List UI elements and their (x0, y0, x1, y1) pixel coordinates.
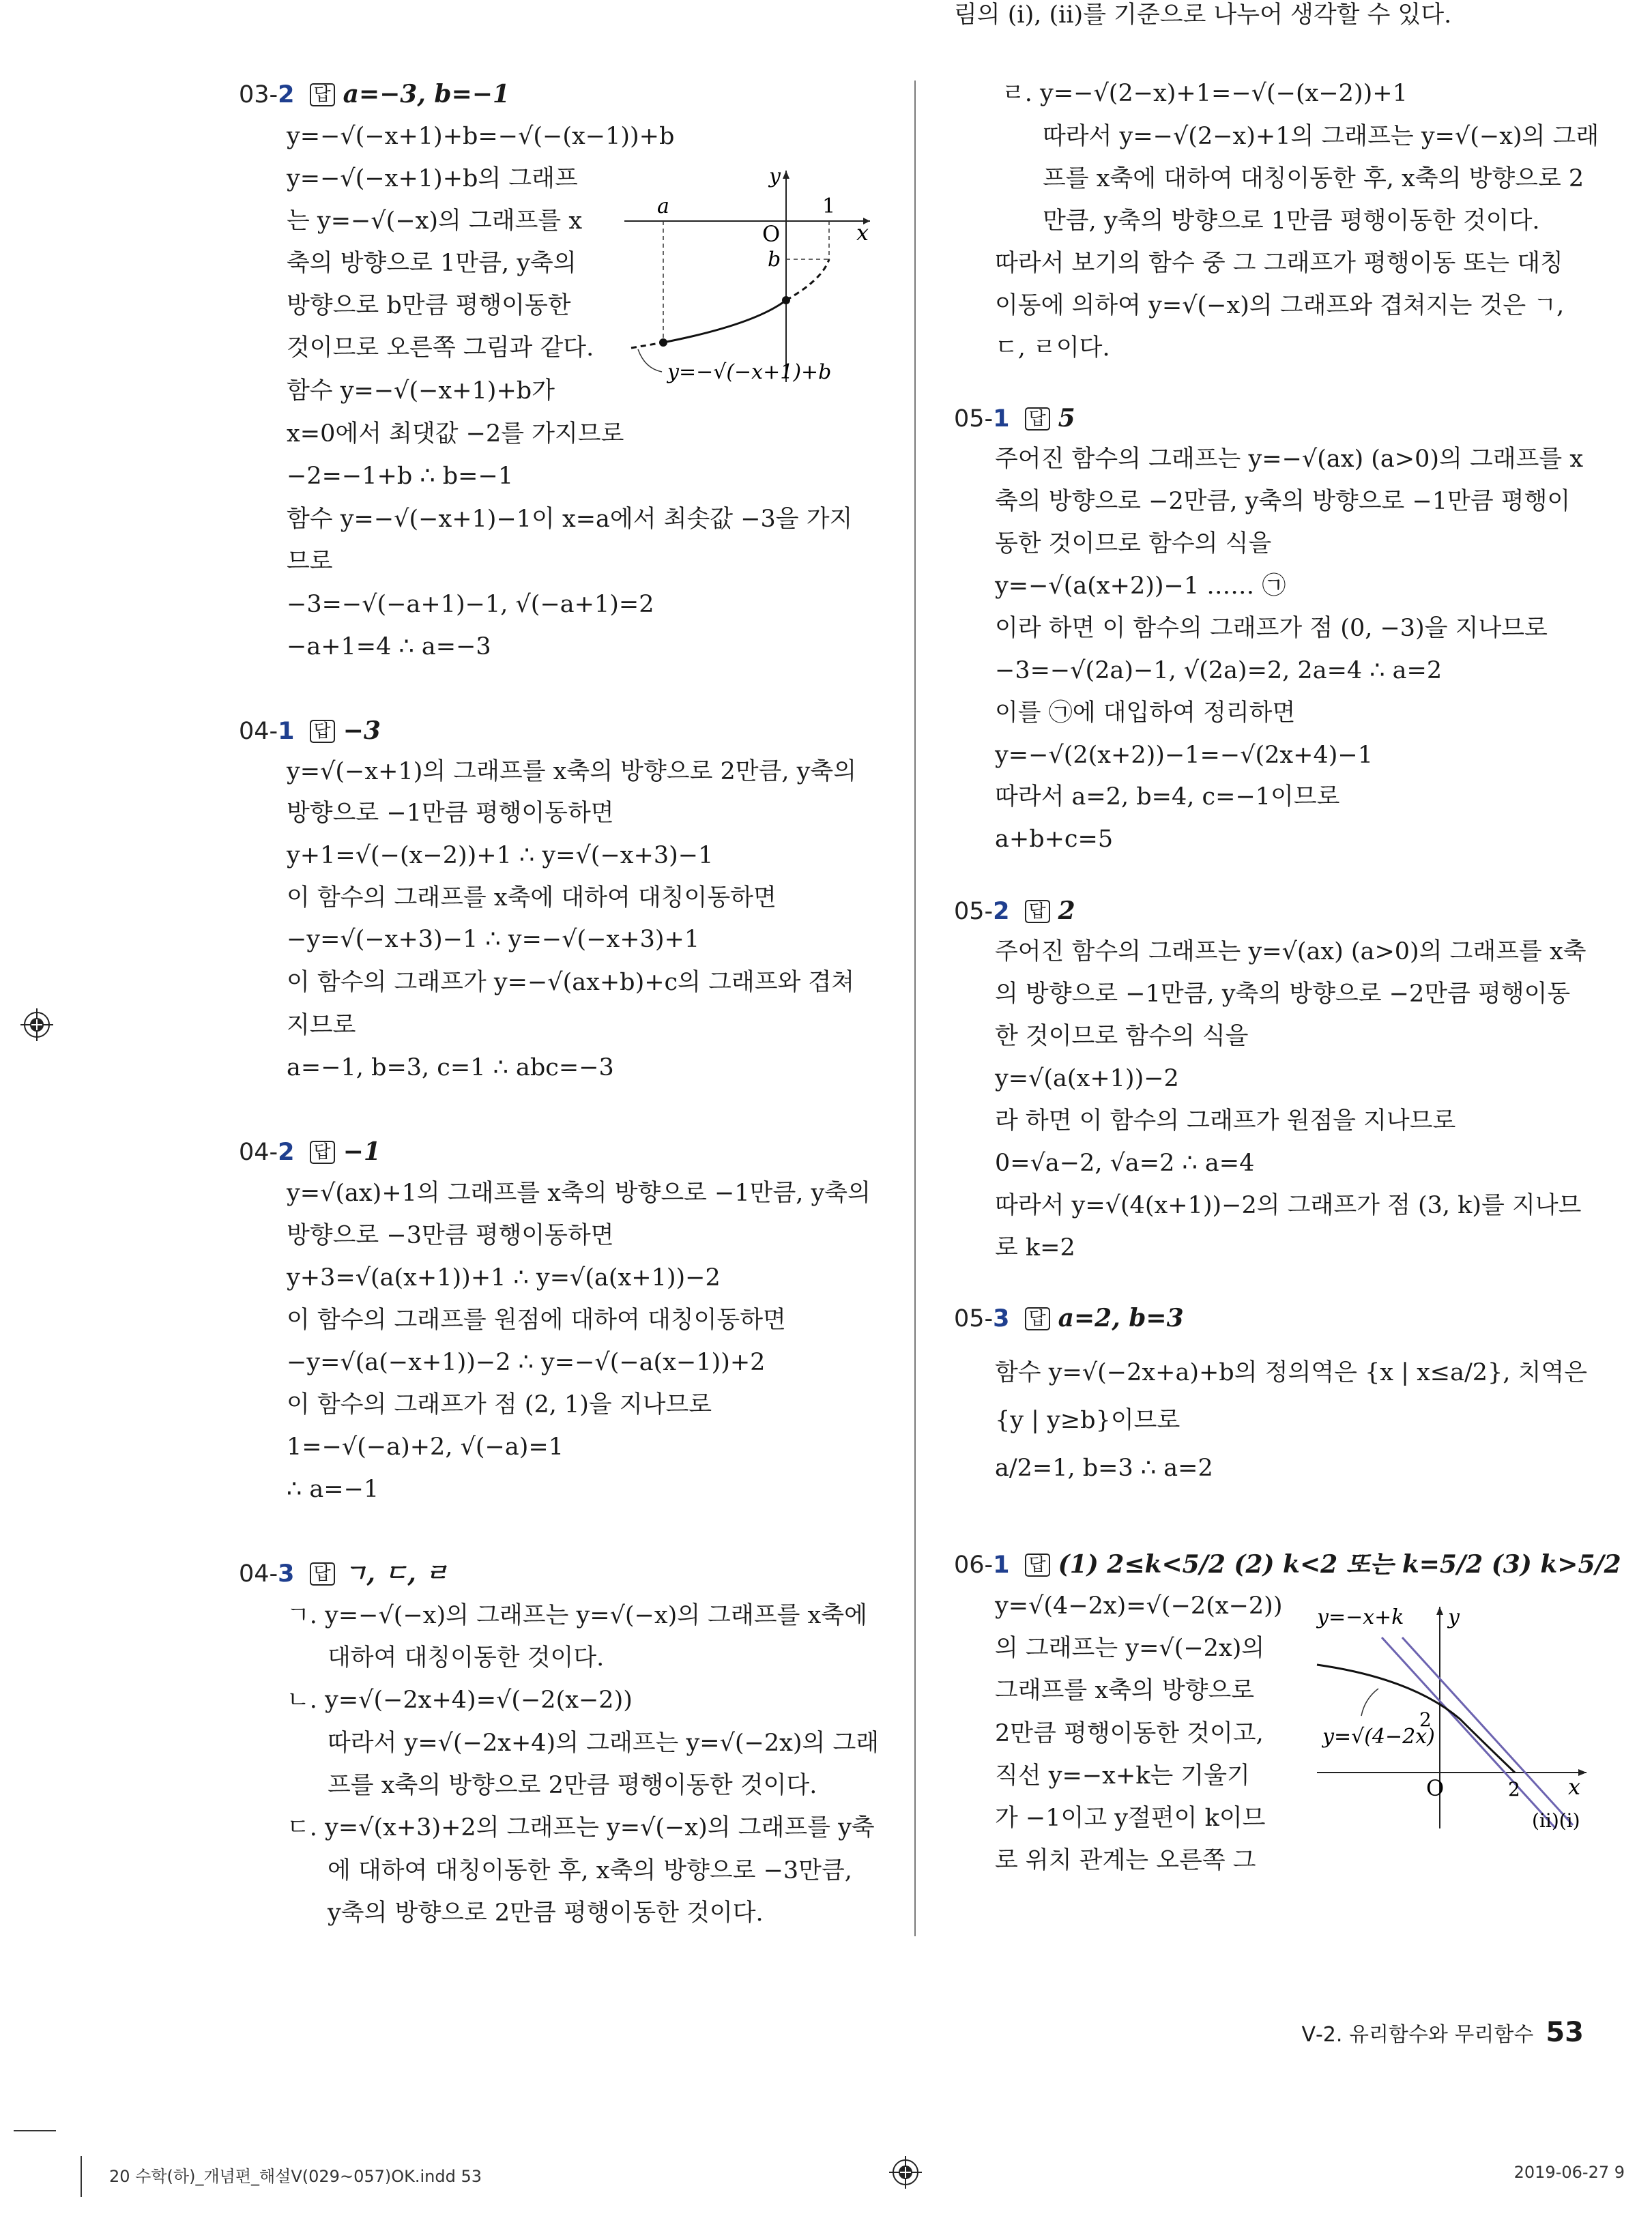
solution-line: 그래프를 x축의 방향으로 (995, 1677, 1255, 1704)
solution-line: 방향으로 −3만큼 평행이동하면 (287, 1222, 614, 1249)
solution-line: −2=−1+b ∴ b=−1 (287, 463, 514, 490)
solution-line: 가 −1이고 y절편이 k이므 (995, 1805, 1266, 1832)
solution-line: 방향으로 b만큼 평행이동한 (287, 292, 571, 319)
solution-line: 축의 방향으로 1만큼, y축의 (287, 250, 577, 277)
solution-line: 지므로 (287, 1012, 356, 1039)
solution-line: 는 y=−√(−x)의 그래프를 x (287, 207, 583, 235)
solution-line: 만큼, y축의 방향으로 1만큼 평행이동한 것이다. (1043, 207, 1540, 235)
solution-line: 이를 ㉠에 대입하여 정리하면 (995, 699, 1296, 727)
solution-line: 프를 x축의 방향으로 2만큼 평행이동한 것이다. (328, 1772, 817, 1799)
solution-line: 의 방향으로 −1만큼, y축의 방향으로 −2만큼 평행이동 (995, 980, 1571, 1008)
problem-heading (239, 1136, 381, 1168)
answer-label-badge: 답 (310, 1141, 335, 1164)
solution-line: 것이므로 오른쪽 그림과 같다. (287, 334, 594, 362)
solution-line: ㄴ. y=√(−2x+4)=√(−2(x−2)) (287, 1687, 633, 1714)
problem-heading (954, 403, 1075, 435)
crop-mark (81, 2156, 82, 2197)
answer-value: −3 (343, 716, 381, 745)
solution-line: 주어진 함수의 그래프는 y=−√(ax) (a>0)의 그래프를 x (995, 446, 1584, 473)
answer-label-badge: 답 (1025, 1554, 1050, 1577)
solution-line: 이 함수의 그래프가 점 (2, 1)을 지나므로 (287, 1391, 712, 1418)
solution-line: 로 k=2 (995, 1234, 1075, 1262)
print-slug-date: 2019-06-27 9 (1513, 2163, 1625, 2182)
solution-line: 방향으로 −1만큼 평행이동하면 (287, 800, 614, 827)
answer-label-badge: 답 (1025, 1307, 1050, 1330)
solution-line: 따라서 a=2, b=4, c=−1이므로 (995, 783, 1340, 811)
solution-line: 함수 y=√(−2x+a)+b의 정의역은 {x | x≤a/2}, 치역은 (995, 1359, 1588, 1386)
problem-number: 04-1 (239, 718, 295, 745)
problem-number: 06-1 (954, 1551, 1010, 1579)
solution-line: 라 하면 이 함수의 그래프가 원점을 지나므로 (995, 1107, 1456, 1135)
problem-number: 05-1 (954, 405, 1010, 433)
solution-line: 이동에 의하여 y=√(−x)의 그래프와 겹쳐지는 것은 ㄱ, (995, 292, 1565, 319)
figure1-origin-label: O (762, 221, 781, 247)
solution-line: y=√(a(x+1))−2 (995, 1065, 1179, 1092)
problem-heading (239, 715, 381, 747)
solution-line: 한 것이므로 함수의 식을 (995, 1023, 1249, 1050)
solution-line: y축의 방향으로 2만큼 평행이동한 것이다. (328, 1899, 764, 1927)
solution-line: ㄷ. y=√(x+3)+2의 그래프는 y=√(−x)의 그래프를 y축 (287, 1814, 875, 1841)
solution-line: ㄷ, ㄹ이다. (995, 334, 1110, 362)
figure-06-1-graph (1310, 1597, 1597, 1842)
solution-line: a+b+c=5 (995, 826, 1114, 853)
answer-value: ㄱ, ㄷ, ㄹ (343, 1559, 449, 1588)
problem-heading (239, 1558, 448, 1590)
solution-line: ㄹ. y=−√(2−x)+1=−√(−(x−2))+1 (1002, 80, 1408, 107)
print-slug-file: 20 수학(하)_개념편_해설Ⅴ(029~057)OK.indd 53 (109, 2167, 482, 2186)
solution-line: y=−√(−x+1)+b의 그래프 (287, 165, 578, 192)
answer-label-badge: 답 (1025, 407, 1050, 431)
solution-line: y=−√(2(x+2))−1=−√(2x+4)−1 (995, 742, 1374, 769)
figure1-y-label: y (769, 164, 781, 188)
solution-line: −3=−√(−a+1)−1, √(−a+1)=2 (287, 591, 654, 618)
answer-value: 5 (1058, 404, 1075, 433)
figure2-x-two-label: 2 (1508, 1778, 1520, 1800)
solution-line: y=√(−x+1)의 그래프를 x축의 방향으로 2만큼, y축의 (287, 758, 857, 785)
answer-label-badge: 답 (310, 1562, 335, 1586)
footer-section: Ⅴ-2. 유리함수와 무리함수 (1301, 2023, 1534, 2047)
answer-value: (1) 2≤k<5/2 (2) k<2 또는 k=5/2 (3) k>5/2 (1058, 1550, 1621, 1579)
solution-line: 대하여 대칭이동한 것이다. (328, 1644, 605, 1672)
figure2-y-label: y (1448, 1605, 1460, 1629)
solution-line: 이 함수의 그래프가 y=−√(ax+b)+c의 그래프와 겹쳐 (287, 969, 855, 996)
figure2-x-label: x (1568, 1774, 1581, 1800)
problem-heading (954, 895, 1075, 927)
answer-label-badge: 답 (310, 720, 335, 743)
figure2-origin-label: O (1426, 1775, 1445, 1801)
figure-03-2-graph (618, 164, 877, 396)
solution-line: ∴ a=−1 (287, 1476, 379, 1503)
solution-line: y+3=√(a(x+1))+1 ∴ y=√(a(x+1))−2 (287, 1264, 721, 1292)
solution-line: 주어진 함수의 그래프는 y=√(ax) (a>0)의 그래프를 x축 (995, 938, 1586, 965)
solution-line: y+1=√(−(x−2))+1 ∴ y=√(−x+3)−1 (287, 842, 714, 869)
solution-line: 축의 방향으로 −2만큼, y축의 방향으로 −1만큼 평행이 (995, 488, 1571, 515)
figure1-one-label: 1 (822, 194, 836, 218)
solution-line: 동한 것이므로 함수의 식을 (995, 530, 1272, 557)
solution-line: y=−√(−x+1)+b=−√(−(x−1))+b (287, 123, 675, 150)
solution-line: −3=−√(2a)−1, √(2a)=2, 2a=4 ∴ a=2 (995, 657, 1443, 684)
problem-number: 05-3 (954, 1305, 1010, 1332)
answer-value: a=2, b=3 (1058, 1304, 1184, 1332)
solution-line: 따라서 y=√(−2x+4)의 그래프는 y=√(−2x)의 그래 (328, 1730, 880, 1757)
problem-heading (954, 1549, 1621, 1581)
solution-line: y=√(ax)+1의 그래프를 x축의 방향으로 −1만큼, y축의 (287, 1180, 871, 1207)
answer-value: 2 (1058, 896, 1075, 925)
solution-line: y=√(4−2x)=√(−2(x−2)) (995, 1592, 1283, 1620)
solution-line: 함수 y=−√(−x+1)+b가 (287, 377, 555, 405)
answer-label-badge: 답 (310, 83, 335, 106)
solution-line: 0=√a−2, √a=2 ∴ a=4 (995, 1150, 1255, 1177)
solution-line: 직선 y=−x+k는 기울기 (995, 1762, 1250, 1790)
solution-line: 므로 (287, 548, 333, 575)
solution-line: −y=√(a(−x+1))−2 ∴ y=−√(−a(x−1))+2 (287, 1349, 766, 1376)
crop-mark (14, 2130, 56, 2131)
registration-mark-bottom (889, 2156, 922, 2189)
answer-value: −1 (343, 1137, 381, 1166)
problem-number: 04-2 (239, 1139, 295, 1166)
figure2-line-label: y=−x+k (1317, 1605, 1404, 1629)
figure1-b-label: b (768, 248, 781, 272)
solution-line: 함수 y=−√(−x+1)−1이 x=a에서 최솟값 −3을 가지 (287, 506, 853, 533)
figure1-curve-label: y=−√(−x+1)+b (667, 360, 832, 384)
figure1-x-label: x (856, 220, 869, 246)
registration-mark-left (20, 1008, 53, 1041)
solution-line: 이라 하면 이 함수의 그래프가 점 (0, −3)을 지나므로 (995, 615, 1548, 642)
problem-number: 03-2 (239, 81, 295, 108)
solution-line: 프를 x축에 대하여 대칭이동한 후, x축의 방향으로 2 (1043, 165, 1584, 192)
problem-heading (239, 78, 510, 111)
solution-line: 2만큼 평행이동한 것이고, (995, 1720, 1264, 1747)
problem-number: 04-3 (239, 1560, 295, 1588)
solution-line: 에 대하여 대칭이동한 후, x축의 방향으로 −3만큼, (328, 1857, 852, 1884)
figure2-curve-label: y=√(4−2x) (1322, 1725, 1435, 1749)
page-number: 53 (1546, 2017, 1584, 2048)
solution-line: a/2=1, b=3 ∴ a=2 (995, 1455, 1213, 1482)
solution-line: y=−√(a(x+2))−1 …… ㉠ (995, 572, 1286, 600)
solution-line: 의 그래프는 y=√(−2x)의 (995, 1635, 1265, 1662)
solution-line: 이 함수의 그래프를 x축에 대하여 대칭이동하면 (287, 884, 777, 912)
figure1-a-label: a (657, 194, 669, 218)
answer-label-badge: 답 (1025, 900, 1050, 923)
solution-line: a=−1, b=3, c=1 ∴ abc=−3 (287, 1054, 614, 1081)
solution-line: 따라서 y=−√(2−x)+1의 그래프는 y=√(−x)의 그래 (1043, 123, 1599, 150)
solution-line: {y | y≥b}이므로 (995, 1407, 1180, 1434)
solution-line: −y=√(−x+3)−1 ∴ y=−√(−x+3)+1 (287, 926, 700, 953)
figure2-cases-label: (ii)(i) (1532, 1809, 1580, 1832)
figure2-y-two-label: 2 (1419, 1708, 1432, 1731)
problem-number: 05-2 (954, 898, 1010, 925)
solution-line: 1=−√(−a)+2, √(−a)=1 (287, 1433, 564, 1461)
answer-value: a=−3, b=−1 (343, 80, 510, 108)
solution-line: 이 함수의 그래프를 원점에 대하여 대칭이동하면 (287, 1307, 786, 1334)
solution-line: 로 위치 관계는 오른쪽 그 (995, 1847, 1256, 1874)
column-divider (914, 81, 916, 1936)
solution-line: x=0에서 최댓값 −2를 가지므로 (287, 420, 624, 448)
solution-line: 림의 (i), (ii)를 기준으로 나누어 생각할 수 있다. (954, 1, 1452, 29)
solution-line: 따라서 y=√(4(x+1))−2의 그래프가 점 (3, k)를 지나므 (995, 1192, 1582, 1219)
page-footer (1301, 2017, 1584, 2048)
problem-heading (954, 1302, 1184, 1335)
solution-line: 따라서 보기의 함수 중 그 그래프가 평행이동 또는 대칭 (995, 250, 1563, 277)
solution-line: −a+1=4 ∴ a=−3 (287, 633, 491, 660)
solution-line: ㄱ. y=−√(−x)의 그래프는 y=√(−x)의 그래프를 x축에 (287, 1602, 867, 1629)
